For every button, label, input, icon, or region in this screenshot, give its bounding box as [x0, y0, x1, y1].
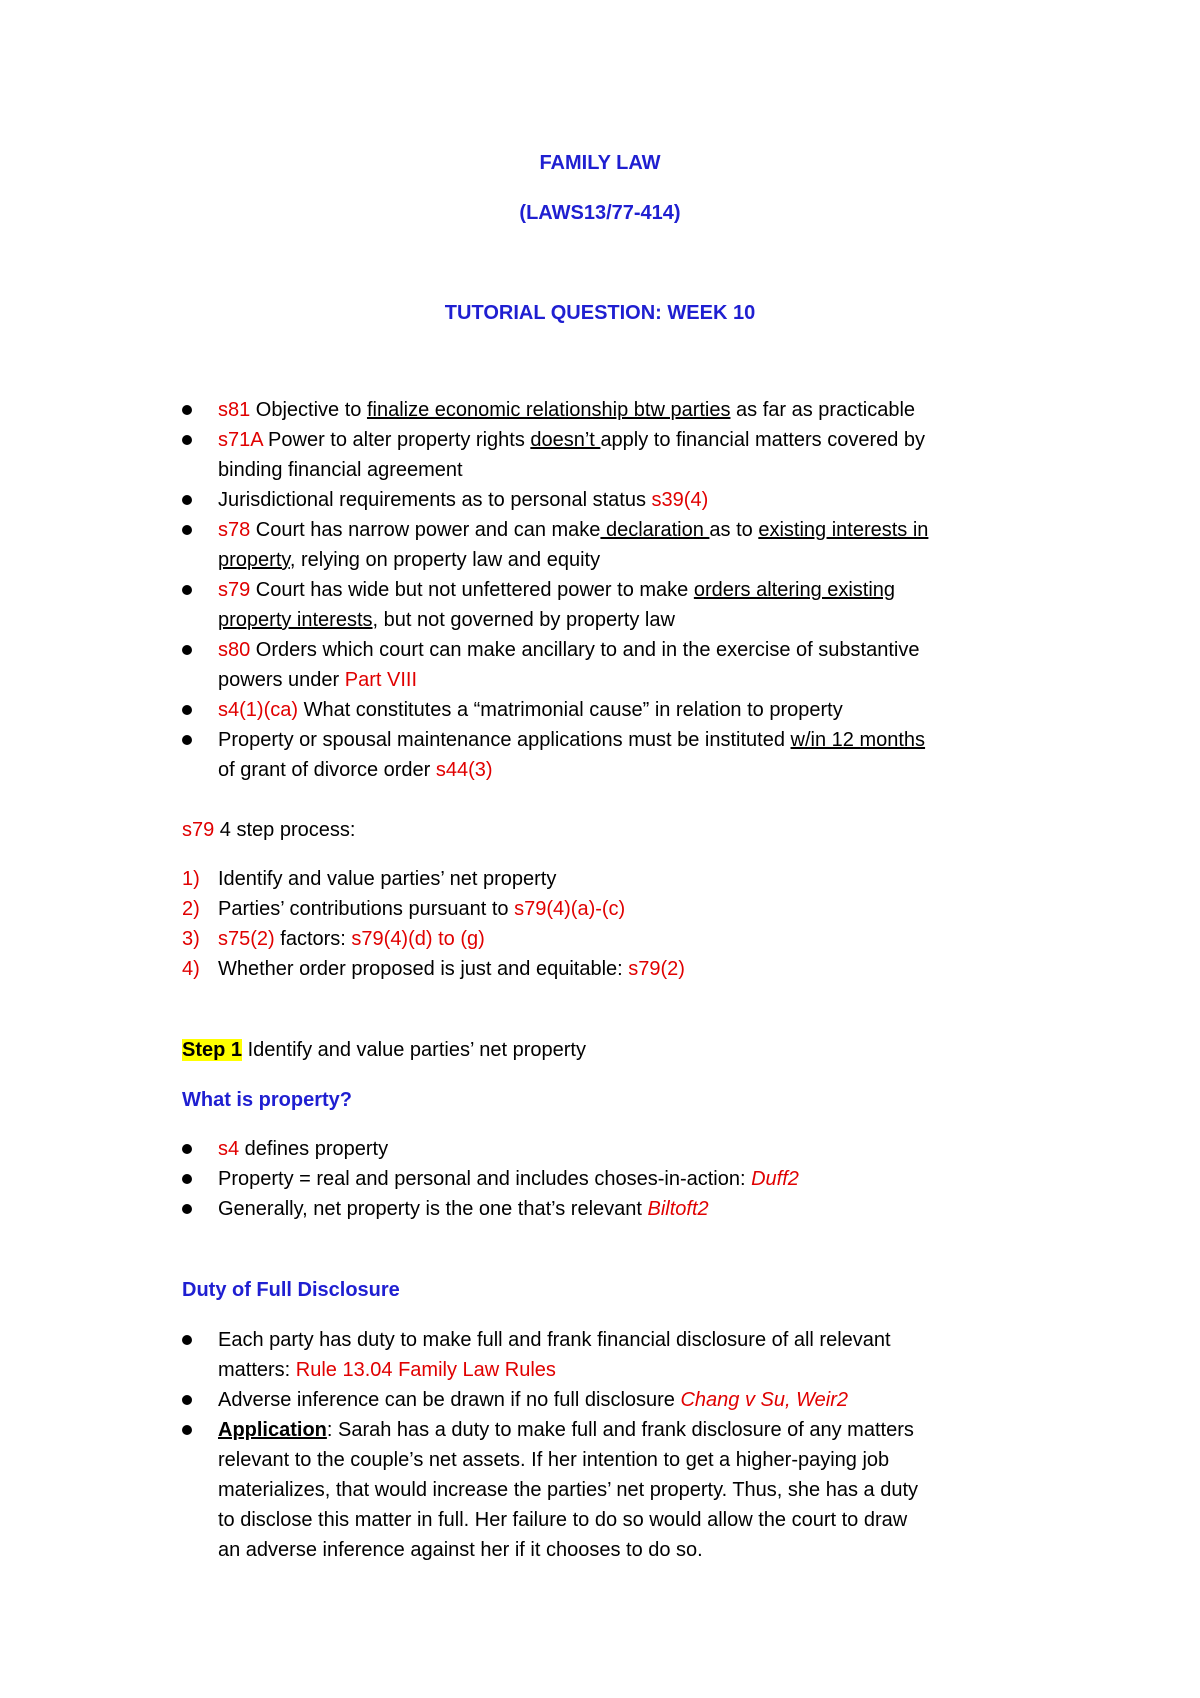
- list-item: Jurisdictional requirements as to personal status s39(4): [218, 489, 709, 511]
- bullet-dot: [182, 495, 192, 505]
- list-item-continuation: materializes, that would increase the parties’ net property. Thus, she has a duty: [218, 1479, 918, 1501]
- step-number: 1): [182, 868, 200, 890]
- list-item-continuation: matters: Rule 13.04 Family Law Rules: [218, 1359, 556, 1381]
- document-subtitle: TUTORIAL QUESTION: WEEK 10: [444, 302, 756, 324]
- list-item-continuation: relevant to the couple’s net assets. If her intention to get a higher-paying job: [218, 1449, 890, 1471]
- list-item: Generally, net property is the one that’s relevant Biltoft2: [218, 1198, 709, 1220]
- step-number: 3): [182, 928, 200, 950]
- list-item-continuation: of grant of divorce order s44(3): [218, 759, 493, 781]
- list-item-continuation: property interests, but not governed by property law: [218, 609, 675, 631]
- bullet-dot: [182, 405, 192, 415]
- list-item: s71A Power to alter property rights doesn’t apply to financial matters covered by: [218, 429, 926, 451]
- bullet-dot: [182, 1204, 192, 1214]
- bullet-dot: [182, 585, 192, 595]
- list-item: Each party has duty to make full and frank financial disclosure of all relevant: [218, 1329, 891, 1351]
- list-item-continuation: property, relying on property law and equity: [218, 549, 601, 571]
- bullet-dot: [182, 1395, 192, 1405]
- list-item: Property = real and personal and includes choses-in-action: Duff2: [218, 1168, 799, 1190]
- list-item: s80 Orders which court can make ancillary to and in the exercise of substantive: [218, 639, 920, 661]
- step1-heading: Step 1 Identify and value parties’ net property: [182, 1039, 586, 1061]
- step-item: Whether order proposed is just and equitable: s79(2): [218, 958, 685, 980]
- list-item: Application: Sarah has a duty to make full and frank disclosure of any matters: [218, 1419, 914, 1441]
- list-item: s4(1)(ca) What constitutes a “matrimonial cause” in relation to property: [218, 699, 843, 721]
- what-is-property-heading: What is property?: [182, 1089, 353, 1111]
- step-number: 2): [182, 898, 200, 920]
- step-item: Parties’ contributions pursuant to s79(4)(a)-(c): [218, 898, 626, 920]
- list-item: Adverse inference can be drawn if no full disclosure Chang v Su, Weir2: [218, 1389, 848, 1411]
- disclosure-heading: Duty of Full Disclosure: [182, 1279, 400, 1301]
- list-item: s79 Court has wide but not unfettered power to make orders altering existing: [218, 579, 896, 601]
- bullet-dot: [182, 1144, 192, 1154]
- step1-label: Step 1: [182, 1039, 243, 1061]
- list-item-continuation: to disclose this matter in full. Her failure to do so would allow the court to draw: [218, 1509, 908, 1531]
- list-item-continuation: binding financial agreement: [218, 459, 463, 481]
- list-item-continuation: powers under Part VIII: [218, 669, 417, 691]
- bullet-dot: [182, 435, 192, 445]
- steps-intro: s79 4 step process:: [182, 819, 356, 841]
- step-item: s75(2) factors: s79(4)(d) to (g): [218, 928, 485, 950]
- bullet-dot: [182, 645, 192, 655]
- course-code: (LAWS13/77-414): [519, 202, 681, 224]
- bullet-dot: [182, 1425, 192, 1435]
- list-item-continuation: an adverse inference against her if it chooses to do so.: [218, 1539, 703, 1561]
- bullet-dot: [182, 705, 192, 715]
- bullet-dot: [182, 1174, 192, 1184]
- list-item: s81 Objective to finalize economic relationship btw parties as far as practicable: [218, 399, 916, 421]
- bullet-dot: [182, 1335, 192, 1345]
- bullet-dot: [182, 525, 192, 535]
- list-item: Property or spousal maintenance applications must be instituted w/in 12 months: [218, 729, 926, 751]
- step-item: Identify and value parties’ net property: [218, 868, 557, 890]
- application-label: Application: [218, 1419, 327, 1441]
- step-number: 4): [182, 958, 200, 980]
- document-title: FAMILY LAW: [539, 152, 661, 174]
- bullet-dot: [182, 735, 192, 745]
- list-item: s78 Court has narrow power and can make declaration as to existing interests in: [218, 519, 929, 541]
- list-item: s4 defines property: [218, 1138, 389, 1160]
